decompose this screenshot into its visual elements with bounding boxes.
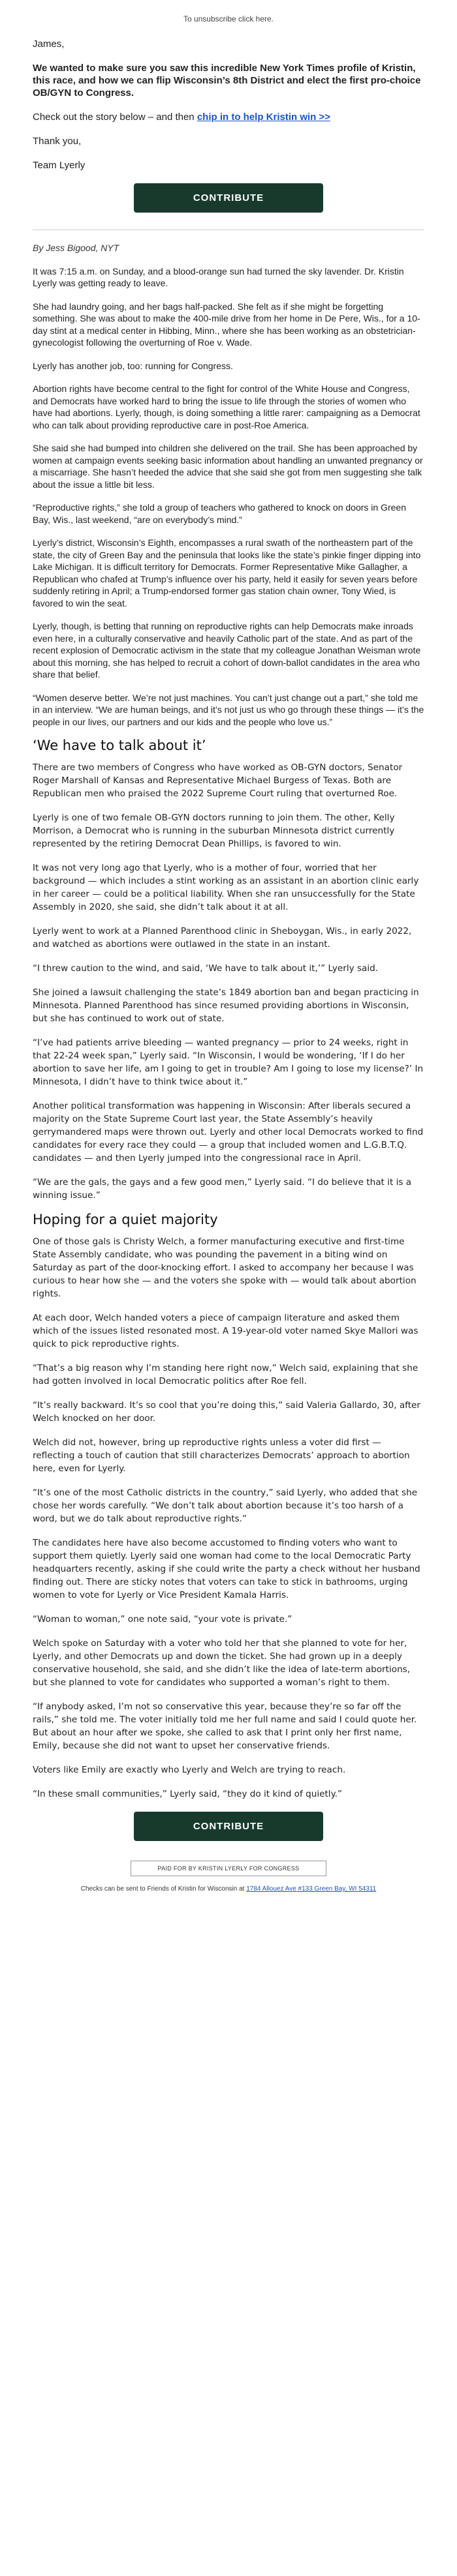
contribute-button-top[interactable]: CONTRIBUTE bbox=[134, 183, 323, 213]
mailing-address-link[interactable]: 1784 Allouez Ave #133 Green Bay, WI 54311 bbox=[246, 1885, 377, 1893]
call-to-action-line bbox=[33, 111, 424, 123]
article-s2-paragraph-8: Another political transformation was happening in Wisconsin: After liberals secured a majority on the State Supreme Court last year, the State Assembly’s heavily gerrymandered maps were thrown out. Lyerly and other local Democrats worked to find candidates for every race they could — a group that included women and L.G.B.T.Q. candidates — and then Lyerly jumped into the congressional race in April. bbox=[33, 1101, 424, 1163]
article-s1-paragraph-7: Lyerly’s district, Wisconsin’s Eighth, encompasses a rural swath of the northeastern part of the state, the city of Green Bay and the peninsula that looks like the state’s pinkie finger dipping into Lake Michigan. It is difficult territory for Democrats. Former Representative Mike Gallagher, a Republican who chafed at Trump’s influence over his party, held it easily for seven years before suddenly retiring in April; a Trump-endorsed former gas station chain owner, Tony Wied, is favored to win the seat. bbox=[33, 537, 421, 608]
section-heading-quiet-majority: Hoping for a quiet majority bbox=[33, 1212, 218, 1227]
article-s3-paragraph-10: “If anybody asked, I’m not so conservative this year, because they’re so far off the rails,” she told me. The voter initially told me her full name and said I could quote her. But about an hour after we spoke, she called to ask that I print only her first name, Emily, because she did not want to upset her conservative friends. bbox=[33, 1701, 417, 1751]
checks-note bbox=[33, 1885, 424, 1893]
email-body bbox=[33, 38, 424, 1893]
article-s3-paragraph-1: One of those gals is Christy Welch, a former manufacturing executive and first-time State Assembly candidate, who was pounding the pavement in a biting wind on Saturday as part of the door-knocking effort. I asked to accompany her because I was curious to hear how she — and the voters she spoke with — would talk about abortion rights. bbox=[33, 1236, 417, 1299]
article-s3-paragraph-7: The candidates here have also become accustomed to finding voters who want to support them quietly. Lyerly said one woman had come to the local Democratic Party headquarters recently, asking if she could write the party a check without her husband finding out. There are sticky notes that voters can take to stick in bathrooms, urging women to vote for Lyerly or Vice President Kamala Harris. bbox=[33, 1538, 420, 1600]
article-s2-paragraph-2: Lyerly is one of two female OB-GYN doctors running to join them. The other, Kelly Morrison, a Democrat who is running in the suburban Minnesota district currently represented by the retiring Democrat Dean Phillips, is favored to win. bbox=[33, 813, 395, 849]
article-s2-paragraph-9: “We are the gals, the gays and a few good men,” Lyerly said. “I do believe that it is a winning issue.” bbox=[33, 1177, 412, 1201]
article-s1-paragraph-1: It was 7:15 a.m. on Sunday, and a blood-orange sun had turned the sky lavender. Dr. Kristin Lyerly was getting ready to leave. bbox=[33, 265, 404, 288]
article bbox=[33, 242, 424, 1801]
unsubscribe-bar bbox=[0, 0, 457, 38]
article-s3-paragraph-8: “Woman to woman,” one note said, “your vote is private.” bbox=[33, 1614, 292, 1625]
article-s2-paragraph-3: It was not very long ago that Lyerly, who is a mother of four, worried that her background — which includes a stint working as an assistant in an abortion clinic early in her career — could be a political liability. When she ran unsuccessfully for the State Assembly in 2020, she said, she didn’t talk about it at all. bbox=[33, 863, 419, 912]
greeting: James, bbox=[33, 38, 65, 50]
thanks-line: Thank you, bbox=[33, 136, 82, 147]
article-s2-paragraph-6: She joined a lawsuit challenging the state’s 1849 abortion ban and began practicing in Minnesota. Planned Parenthood has since resumed providing abortions in Wisconsin, but she has continued to work out of state. bbox=[33, 987, 419, 1024]
article-s2-paragraph-1: There are two members of Congress who have worked as OB-GYN doctors, Senator Roger Marshall of Kansas and Representative Michael Burgess of Texas. Both are Republican men who praised the 2022 Supreme Court ruling that overturned Roe. bbox=[33, 762, 403, 799]
paid-for-box: PAID FOR BY KRISTIN LYERLY FOR CONGRESS bbox=[131, 1861, 326, 1876]
unsubscribe-link[interactable]: To unsubscribe click here. bbox=[183, 14, 274, 23]
contribute-row-bottom bbox=[33, 1812, 424, 1841]
article-s1-paragraph-9: “Women deserve better. We’re not just machines. You can’t just change out a part,” she told me in an interview. “We are human beings, and it’s not just us who go through these things — it’s the people in our lives, our partners and our kids and the people who love us.” bbox=[33, 692, 424, 727]
article-s1-paragraph-5: She said she had bumped into children she delivered on the trail. She has been approached by women at campaign events seeking basic information about handling an unwanted pregnancy or a miscarriage. She hasn’t heeded the advice that she said she got from men suggesting she talk about the issue a little bit less. bbox=[33, 443, 423, 490]
article-s2-paragraph-5: “I threw caution to the wind, and said, ‘We have to talk about it,’” Lyerly said. bbox=[33, 963, 379, 974]
chip-in-link[interactable]: chip in to help Kristin win >> bbox=[197, 112, 331, 123]
article-s2-paragraph-7: “I’ve had patients arrive bleeding — wanted pregnancy — prior to 24 weeks, right in that 22-24 week span,” Lyerly said. “In Wisconsin, I would be wondering, ‘If I do her abortion to save her life, am I going to get in trouble? Am I going to lose my license?’ In Minnesota, I didn’t have to think twice about it.” bbox=[33, 1038, 424, 1087]
article-s3-paragraph-2: At each door, Welch handed voters a piece of campaign literature and asked them which of the issues listed resonated most. A 19-year-old voter named Skye Mallori was quick to pick reproductive rights. bbox=[33, 1313, 418, 1349]
article-s3-paragraph-11: Voters like Emily are exactly who Lyerly and Welch are trying to reach. bbox=[33, 1765, 346, 1775]
article-section-3-body bbox=[33, 1235, 424, 1801]
lead-paragraph: We wanted to make sure you saw this incredible New York Times profile of Kristin, this race, and how we can flip Wisconsin’s 8th District and elect the first pro-choice OB/GYN to Congress. bbox=[33, 63, 421, 98]
article-s3-paragraph-6: “It’s one of the most Catholic districts in the country,” said Lyerly, who added that she chose her words carefully. “We don’t talk about abortion because it’s too harsh of a word, but we do talk about reproductive rights.” bbox=[33, 1488, 418, 1524]
article-s1-paragraph-6: “Reproductive rights,” she told a group of teachers who gathered to knock on doors in Green Bay, Wis., last weekend, “are on everybody’s mind.” bbox=[33, 502, 406, 525]
article-s1-paragraph-3: Lyerly has another job, too: running for Congress. bbox=[33, 360, 233, 371]
article-section-2-body bbox=[33, 761, 424, 1202]
article-s1-paragraph-2: She had laundry going, and her bags half-packed. She felt as if she might be forgetting something. She was about to make the 400-mile drive from her home in De Pere, Wis., for a 10-day stint at a medical center in Hibbing, Minn., where she has been working as an obstetrician-gynecologist following the overturning of Roe v. Wade. bbox=[33, 301, 420, 348]
byline: By Jess Bigood, NYT bbox=[33, 243, 119, 253]
contribute-button-bottom[interactable]: CONTRIBUTE bbox=[134, 1812, 323, 1841]
article-s3-paragraph-4: “It’s really backward. It’s so cool that you’re doing this,” said Valeria Gallardo, 30, after Welch knocked on her door. bbox=[33, 1400, 421, 1424]
article-s3-paragraph-12: “In these small communities,” Lyerly said, “they do it kind of quietly.” bbox=[33, 1789, 343, 1799]
contribute-row-top bbox=[33, 183, 424, 213]
article-section-1 bbox=[33, 265, 424, 728]
checks-prefix: Checks can be sent to Friends of Kristin for Wisconsin at bbox=[80, 1885, 247, 1893]
article-s1-paragraph-4: Abortion rights have become central to the fight for control of the White House and Congress, and Democrats have worked hard to bring the issue to life through the stories of women who have had abortions. Lyerly, though, is doing something a little rarer: campaigning as a Democrat who can talk about providing reproductive care in post-Roe America. bbox=[33, 383, 420, 430]
section-heading-talk-about-it: ‘We have to talk about it’ bbox=[33, 738, 206, 753]
cta-prefix: Check out the story below – and then bbox=[33, 112, 197, 123]
article-s3-paragraph-9: Welch spoke on Saturday with a voter who told her that she planned to vote for her, Lyerly, and other Democrats up and down the ticket. She had grown up in a deeply conservative household, she said, and she didn’t like the idea of late-term abortions, but she planned to vote for candidates who supported a woman’s right to them. bbox=[33, 1638, 411, 1688]
intro-section bbox=[33, 38, 424, 172]
article-section-2 bbox=[33, 739, 424, 1801]
article-s3-paragraph-5: Welch did not, however, bring up reproductive rights unless a voter did first — reflecting a touch of caution that still characterizes Democrats’ approach to abortion here, even for Lyerly. bbox=[33, 1437, 410, 1474]
signoff-line: Team Lyerly bbox=[33, 160, 86, 171]
article-s3-paragraph-3: “That’s a big reason why I’m standing here right now,” Welch said, explaining that she had gotten involved in local Democratic politics after Roe fell. bbox=[33, 1363, 418, 1386]
article-s2-paragraph-4: Lyerly went to work at a Planned Parenthood clinic in Sheboygan, Wis., in early 2022, and watched as abortions were outlawed in the state in an instant. bbox=[33, 926, 412, 950]
article-s1-paragraph-8: Lyerly, though, is betting that running on reproductive rights can help Democrats make inroads even here, in a culturally conservative and heavily Catholic part of the state. And as part of the recent explosion of Democratic activism in the state that my colleague Jonathan Weisman wrote about this morning, she has helped to recruit a cohort of down-ballot candidates in the area who share that belief. bbox=[33, 621, 421, 680]
